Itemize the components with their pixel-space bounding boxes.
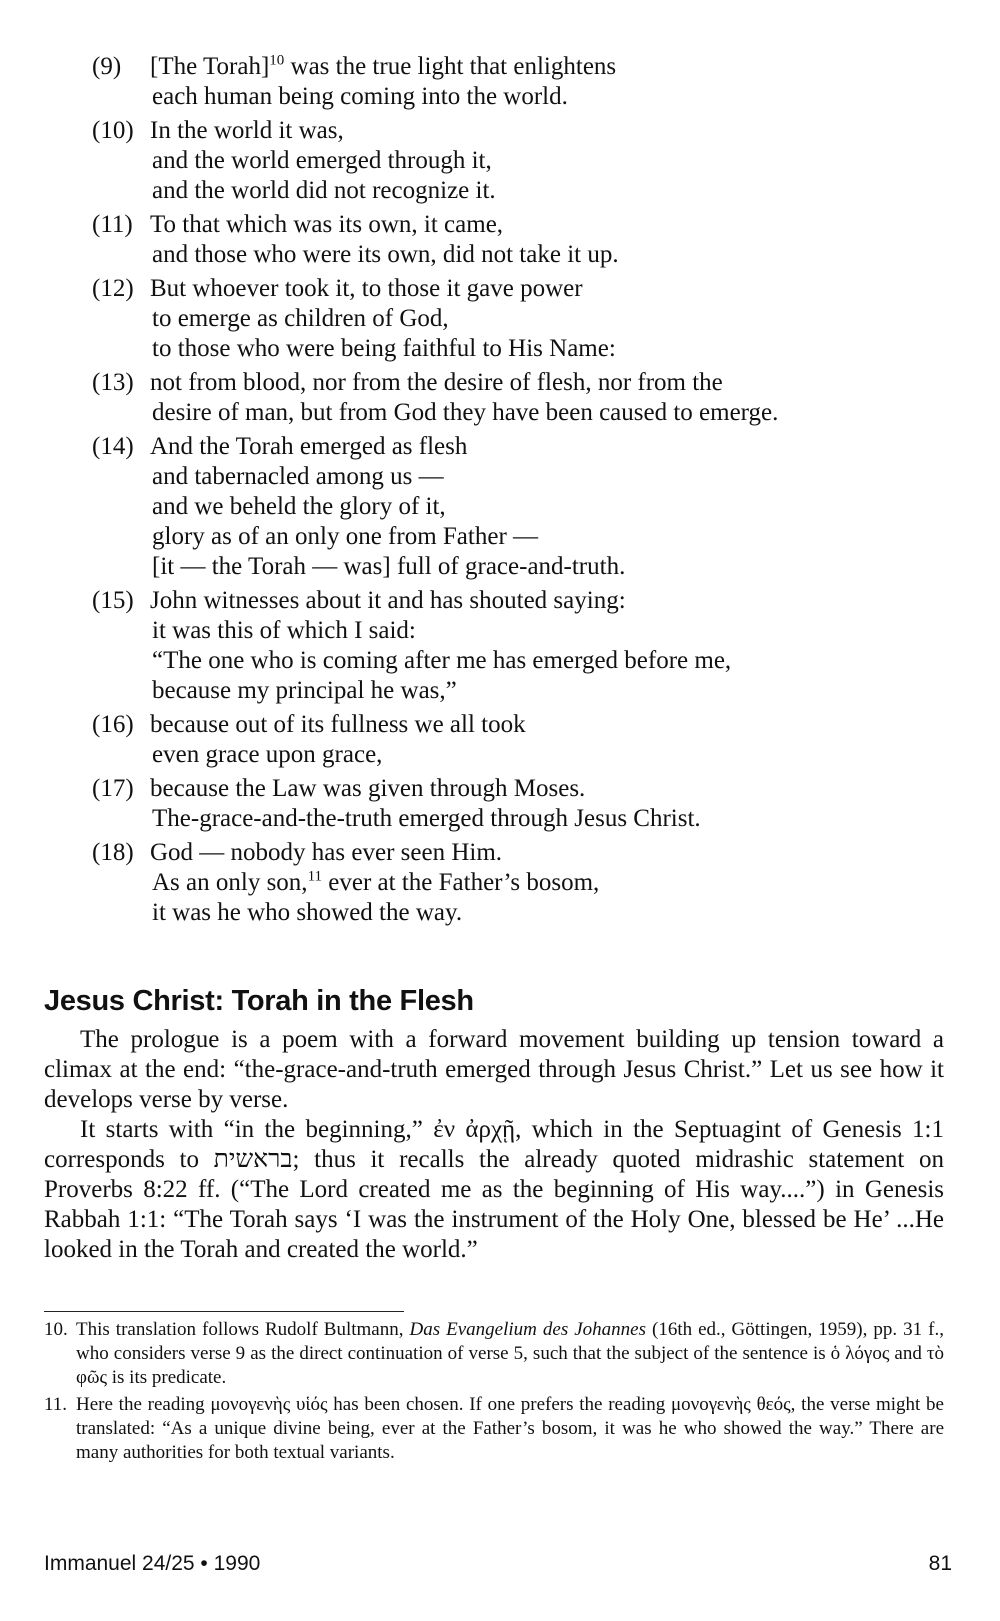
verse-line: “The one who is coming after me has emerged before me, (152, 647, 732, 674)
paragraph: The prologue is a poem with a forward movement building up tension toward a climax at the end: “the-grace-and-truth emerged through Jesus Christ.” Let us see how it develops verse by verse. (44, 1026, 944, 1113)
verse-line: and we beheld the glory of it, (152, 493, 446, 520)
verse-line: and the world did not recognize it. (152, 177, 496, 204)
verse-number: (10) (92, 117, 134, 144)
verse-line: and tabernacled among us — (152, 463, 444, 490)
verse-number: (16) (92, 711, 134, 738)
verse-number: (15) (92, 587, 134, 614)
verse-line: glory as of an only one from Father — (152, 523, 539, 550)
verse-line: John witnesses about it and has shouted saying: (150, 587, 626, 614)
verse-line: To that which was its own, it came, (150, 211, 504, 238)
verse-18 (92, 838, 952, 928)
verse-number: (12) (92, 275, 134, 302)
verse-10 (92, 116, 952, 206)
verse-line: God — nobody has ever seen Him. (150, 839, 503, 866)
journal-citation: Immanuel 24/25 • 1990 (44, 1552, 261, 1575)
footnote-ref-11: 11 (307, 868, 323, 885)
verse-14 (92, 432, 952, 582)
verse-12 (92, 274, 952, 364)
footnote-11: 11. Here the reading μονογενὴς υἱός has been chosen. If one prefers the reading μονογενὴς θεός, the verse might be translated: “As a unique divine being, ever at the Father’s bosom, it was he who showed the way.” There are many authorities for both textual variants. (44, 1394, 944, 1463)
verse-number: (14) (92, 433, 134, 460)
footnote-divider (44, 1311, 404, 1312)
verse-line: because my principal he was,” (152, 677, 457, 704)
verse-15 (92, 586, 952, 706)
page-number: 81 (928, 1552, 952, 1575)
footnote-number: 10. (44, 1319, 68, 1340)
verse-13 (92, 368, 952, 428)
section-heading: Jesus Christ: Torah in the Flesh (44, 985, 474, 1017)
verse-line: to emerge as children of God, (152, 305, 449, 332)
verse-line: because the Law was given through Moses. (150, 775, 586, 802)
verse-line: to those who were being faithful to His Name: (152, 335, 616, 362)
verse-number: (13) (92, 369, 134, 396)
footnote-number: 11. (44, 1394, 68, 1415)
verse-line: and the world emerged through it, (152, 147, 492, 174)
verse-line: In the world it was, (150, 117, 344, 144)
footnote-ref-10: 10 (269, 52, 285, 69)
verse-line: it was this of which I said: (152, 617, 416, 644)
verse-line: As an only son,$^{11}$ ever at the Father’s bosom, (152, 868, 600, 896)
verse-line: it was he who showed the way. (152, 899, 463, 926)
paragraph: It starts with “in the beginning,” ἐν ἀρχῇ, which in the Septuagint of Genesis 1:1 corresponds to בראשית; thus it recalls the already quoted midrashic statement on Proverbs 8:22 ff. (“The Lord created me as the beginning of His way....”) in Genesis Rabbah 1:1: “The Torah says ‘I was the instrument of the Holy One, blessed be He’ ...He looked in the Torah and created the world.” (44, 1116, 944, 1263)
verse-line: each human being coming into the world. (152, 83, 568, 110)
poem-translation (92, 52, 952, 932)
book-title: Das Evangelium des Johannes (409, 1319, 646, 1340)
verse-16 (92, 710, 952, 770)
verse-number: (11) (92, 211, 133, 238)
verse-line: not from blood, nor from the desire of flesh, nor from the (150, 369, 723, 396)
verse-line: and those who were its own, did not take it up. (152, 241, 619, 268)
verse-line: [The Torah]$^{10}$ was the true light that enlightens (150, 52, 617, 80)
verse-line: because out of its fullness we all took (150, 711, 526, 738)
body-text (44, 1025, 944, 1265)
verse-line: [it — the Torah — was] full of grace-and-truth. (152, 553, 626, 580)
verse-9 (92, 52, 952, 112)
verse-17 (92, 774, 952, 834)
footnotes (44, 1318, 944, 1468)
verse-number: (18) (92, 839, 134, 866)
verse-number: (17) (92, 775, 134, 802)
verse-line: And the Torah emerged as flesh (150, 433, 468, 460)
footnote-10: 10. This translation follows Rudolf Bultmann, Das Evangelium des Johannes (16th ed., Göttingen, 1959), pp. 31 f., who considers verse 9 as the direct continuation of verse 5, such that the subject of the sentence is ὁ λόγος and τὸ φῶς is its predicate. (44, 1319, 944, 1388)
verse-line: The-grace-and-the-truth emerged through Jesus Christ. (152, 805, 701, 832)
verse-11 (92, 210, 952, 270)
verse-number: (9) (92, 53, 122, 80)
verse-line: even grace upon grace, (152, 741, 383, 768)
verse-line: desire of man, but from God they have been caused to emerge. (152, 399, 779, 426)
verse-line: But whoever took it, to those it gave power (150, 275, 583, 302)
